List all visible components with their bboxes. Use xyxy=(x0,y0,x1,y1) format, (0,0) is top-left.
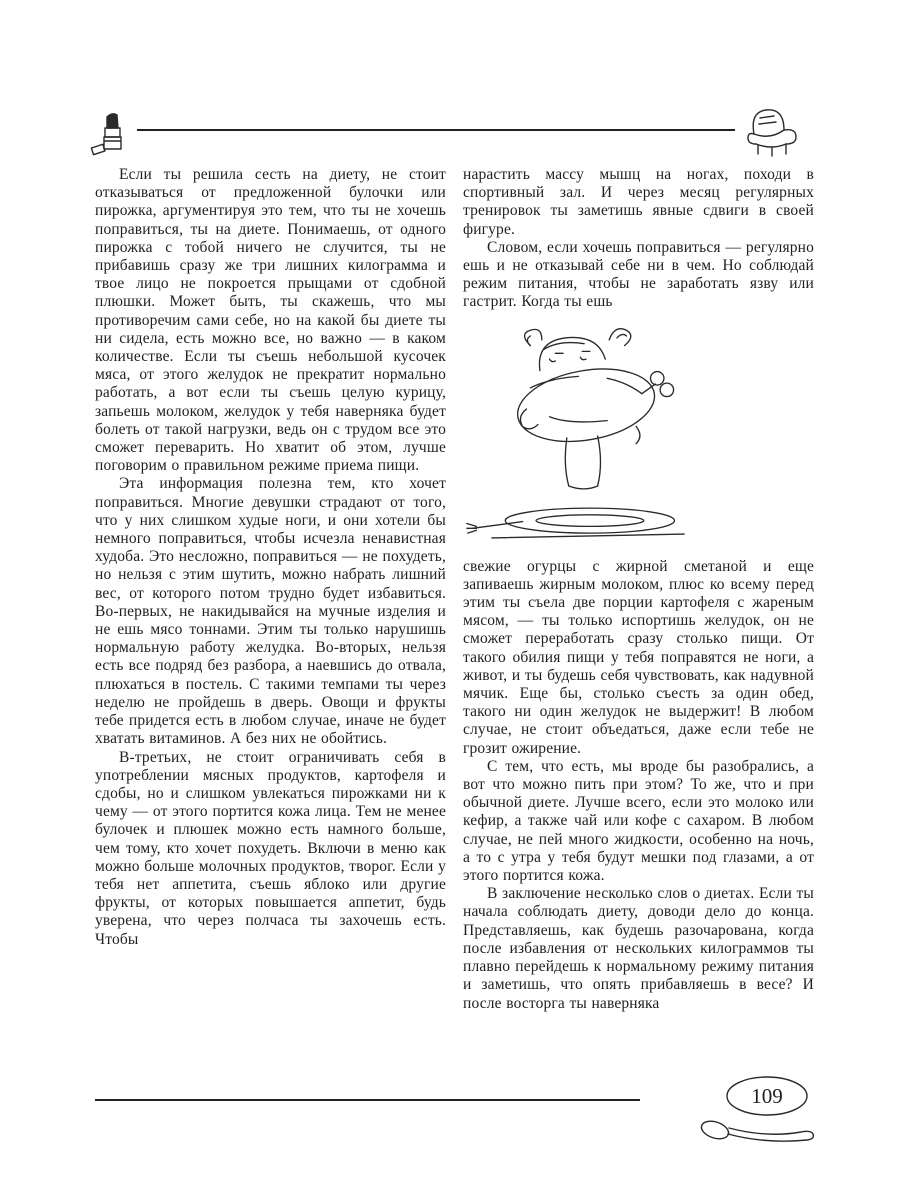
text-columns xyxy=(95,166,815,1013)
left-column xyxy=(95,166,446,1013)
girl-eating-roast-illustration xyxy=(463,320,814,552)
armchair-icon xyxy=(740,104,804,160)
page-number-block xyxy=(695,1068,825,1158)
lipstick-icon xyxy=(90,106,130,158)
footer-rule xyxy=(95,1099,640,1101)
paragraph: С тем, что есть, мы вроде бы разобрались, а вот что можно пить при этом? То же, что и при обычной диете. Лучше всего, если это молоко или кефир, а также чай или кофе с сахаром. В любом случае, не пей много жидкости, особенно на ночь, а то с утра у тебя будут мешки под глазами, а от этого портится кожа. xyxy=(463,757,814,885)
right-column xyxy=(463,166,814,1013)
paragraph: Эта информация полезна тем, кто хочет поправиться. Многие девушки страдают от того, что у них слишком худые ноги, и они хотели бы немного поправиться, чтобы исчезла ненавистная худоба. Это несложно, поправиться — не похудеть, но нельзя с этим шутить, можно набрать лишний вес, от которого потом трудно будет избавиться. Во-первых, не накидывайся на мучные изделия и не ешь мясо тоннами. Этим ты только нарушишь нормальную работу желудка. Во-вторых, нельзя есть все подряд без разбора, а наевшись до отвала, плюхаться в постель. С такими темпами ты через неделю не пройдешь в дверь. Овощи и фрукты тебе придется есть в любом случае, иначе не будет хватать витаминов. А без них не обойтись. xyxy=(95,475,446,748)
paragraph: нарастить массу мышц на ногах, походи в спортивный зал. И через месяц регулярных тренировок ты заметишь явные сдвиги в своей фигуре. xyxy=(463,166,814,238)
page-number: 109 xyxy=(751,1084,783,1108)
paragraph: Если ты решила сесть на диету, не стоит отказываться от предложенной булочки или пирожка, аргументируя это тем, что ты не хочешь поправиться, ты на диете. Понимаешь, от одного пирожка с тобой ничего не случится, ты не прибавишь сразу же три лишних килограмма и твое лицо не покроется прыщами от сдобной плюшки. Может быть, ты скажешь, что мы противоречим сами себе, но на какой бы диете ты ни сидела, есть можно все, но важно — в каком количестве. Если ты съешь небольшой кусочек мяса, от этого желудок не прекратит нормально работать, а вот если ты съешь целую курицу, запьешь молоком, желудок у тебя наверняка будет болеть от такой нагрузки, ведь он с трудом все это сможет переварить. Но хватит об этом, лучше поговорим о правильном режиме приема пищи. xyxy=(95,166,446,475)
paragraph: В-третьих, не стоит ограничивать себя в употреблении мясных продуктов, картофеля и сдобы, но и слишком увлекаться пирожками ни к чему — от этого портится кожа лица. Тем не менее булочек и плюшек можно есть намного больше, чем тому, кто хочет похудеть. Включи в меню как можно больше молочных продуктов, творог. Если у тебя нет аппетита, съешь яблоко или другие фрукты, от которых повышается аппетит, будь уверена, что через полчаса ты захочешь есть. Чтобы xyxy=(95,748,446,948)
header-rule xyxy=(137,129,735,131)
paragraph: Словом, если хочешь поправиться — регулярно ешь и не отказывай себе ни в чем. Но соблюдай режим питания, чтобы не заработать язву или гастрит. Когда ты ешь xyxy=(463,238,814,311)
paragraph: свежие огурцы с жирной сметаной и еще запиваешь жирным молоком, плюс ко всему перед этим ты съела две порции картофеля с жареным мясом, — ты только испортишь желудок, он не сможет переработать сразу столько пищи. От такого обилия пищи у тебя поправятся не ноги, а живот, и ты будешь себя чувствовать, как надувной мячик. Еще бы, столько съесть за один обед, такого ни один желудок не выдержит! В любом случае, не стоит объедаться, даже если тебе не грозит ожирение. xyxy=(463,557,814,757)
paragraph: В заключение несколько слов о диетах. Если ты начала соблюдать диету, доводи дело до конца. Представляешь, как будешь разочарована, когда после избавления от нескольких килограммов ты плавно перейдешь к нормальному режиму питания и заметишь, что опять прибавляешь в весе? И после восторга ты наверняка xyxy=(463,885,814,1012)
